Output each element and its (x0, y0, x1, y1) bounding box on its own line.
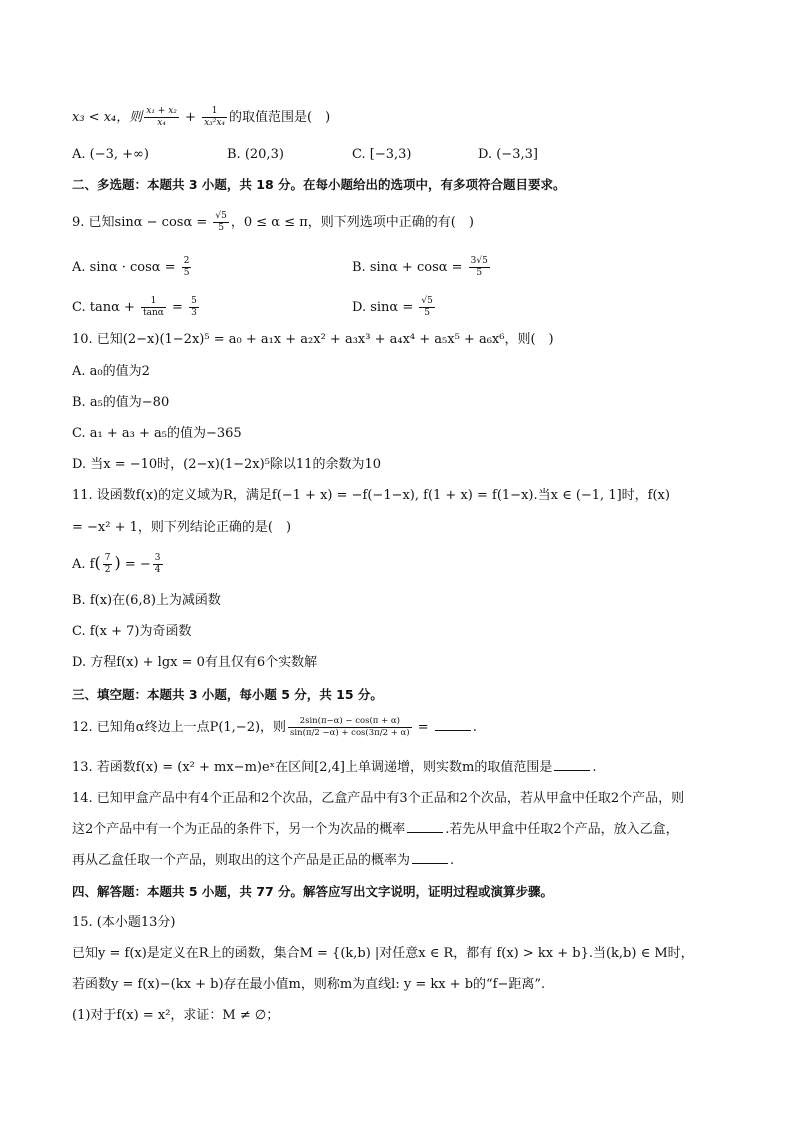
q8-option-b[interactable]: B. (20,3) (227, 147, 284, 162)
q8-option-d[interactable]: D. (−3,3] (478, 147, 538, 162)
q14-answer-blank-2[interactable] (412, 851, 448, 864)
q9-option-c[interactable]: C. tanα + $\frac{1}{\tan\alpha}$ = $\frac{5}{3}$ (72, 296, 197, 318)
q14-line3: 再从乙盒任取一个产品，则取出的这个产品是正品的概率为 . (72, 853, 455, 868)
q9-stem: 9. 已知sinα − cosα = $\frac{√5}{5}$ ，0 ≤ α ≤ π，则下列选项中正确的有( ) (72, 211, 474, 233)
q11-option-c[interactable]: C. f(x + 7)为奇函数 (72, 624, 192, 639)
q9-option-a[interactable]: A. sinα · cosα = $\frac{2}{5}$ (72, 256, 190, 278)
section-3-heading: 三、填空题：本题共 3 小题，每小题 5 分，共 15 分。 (72, 687, 383, 702)
q14-line1: 14. 已知甲盒产品中有4个正品和2个次品，乙盒产品中有3个正品和2个次品，若从甲盒中任取2个产品，则 (72, 791, 685, 806)
q15-line1: 已知y = f(x)是定义在R上的函数，集合M = {(k,b) |对任意x ∈ R，都有 f(x) > kx + b}.当(k,b) ∈ M时， (72, 946, 694, 961)
q8-option-c[interactable]: C. [−3,3) (352, 147, 412, 162)
q13-answer-blank[interactable] (554, 758, 590, 771)
q8-option-a[interactable]: A. (−3, +∞) (72, 147, 149, 162)
q10-option-c[interactable]: C. a₁ + a₃ + a₅的值为−365 (72, 426, 242, 441)
q9-option-d[interactable]: D. sinα = $\frac{√5}{5}$ (352, 296, 433, 318)
q11-stem-line2: = −x² + 1，则下列结论正确的是( ) (72, 520, 292, 535)
section-2-heading: 二、多选题：本题共 3 小题，共 18 分。在每小题给出的选项中，有多项符合题目要求。 (72, 177, 566, 192)
q8-fraction-1: $\frac{\text{x₁ + x₂}}{\text{x₄}}$ (146, 106, 177, 128)
q15-line2: 若函数y = f(x)−(kx + b)存在最小值m，则称m为直线l: y = kx + b的“f−距离”. (72, 977, 546, 992)
section-4-heading: 四、解答题：本题共 5 小题，共 77 分。解答应写出文字说明，证明过程或演算步骤。 (72, 884, 554, 899)
q12-answer-blank[interactable] (435, 718, 471, 731)
q8-fraction-2: $\frac{1}{\text{x₃²x₄}}$ (204, 106, 226, 128)
q10-stem: 10. 已知(2−x)(1−2x)⁵ = a₀ + a₁x + a₂x² + a₃x³ + a₄x⁴ + a₅x⁵ + a₆x⁶，则( ) (72, 332, 554, 347)
q15-line3: (1)对于f(x) = x²，求证：M ≠ ∅； (72, 1008, 280, 1023)
q11-option-d[interactable]: D. 方程f(x) + lgx = 0有且仅有6个实数解 (72, 655, 318, 670)
q10-option-d[interactable]: D. 当x = −10时，(2−x)(1−2x)⁵除以11的余数为10 (72, 457, 381, 472)
q9-option-b[interactable]: B. sinα + cosα = $\frac{3√5}{5}$ (352, 256, 488, 278)
q8-stem-tail: x₃ < x₄，则 $\frac{\text{x₁ + x₂}}{\text{x₄}}$ + $\frac{1}{\text{x₃²x₄}}$ 的取值范围是( ) (72, 106, 331, 128)
q11-option-a[interactable]: A. f( $\frac{7}{2}$ ) = − $\frac{3}{4}$ (72, 553, 161, 575)
q13-stem: 13. 若函数f(x) = (x² + mx−m)eˣ在区间[2,4]上单调递增，则实数m的取值范围是 . (72, 760, 597, 775)
q10-option-a[interactable]: A. a₀的值为2 (72, 364, 150, 379)
q10-option-b[interactable]: B. a₅的值为−80 (72, 395, 170, 410)
q11-stem-line1: 11. 设函数f(x)的定义域为R，满足f(−1 + x) = −f(−1−x), f(1 + x) = f(1−x).当x ∈ (−1, 1]时，f(x) (72, 488, 670, 503)
q14-line2: 这2个产品中有一个为正品的条件下，另一个为次品的概率 .若先从甲盒中任取2个产品，放入乙盒， (72, 822, 679, 837)
q11-option-b[interactable]: B. f(x)在(6,8)上为减函数 (72, 593, 221, 608)
q14-answer-blank-1[interactable] (407, 820, 443, 833)
q15-title: 15. (本小题13分) (72, 915, 176, 930)
q12-stem: 12. 已知角α终边上一点P(1,−2)，则 $\frac{2\sin(\pi-\alpha) - \cos(\pi + \alpha)}{\sin(\pi/2 -\alpha) + \cos(3\pi/2 + \alpha)}$ = . (72, 716, 477, 738)
